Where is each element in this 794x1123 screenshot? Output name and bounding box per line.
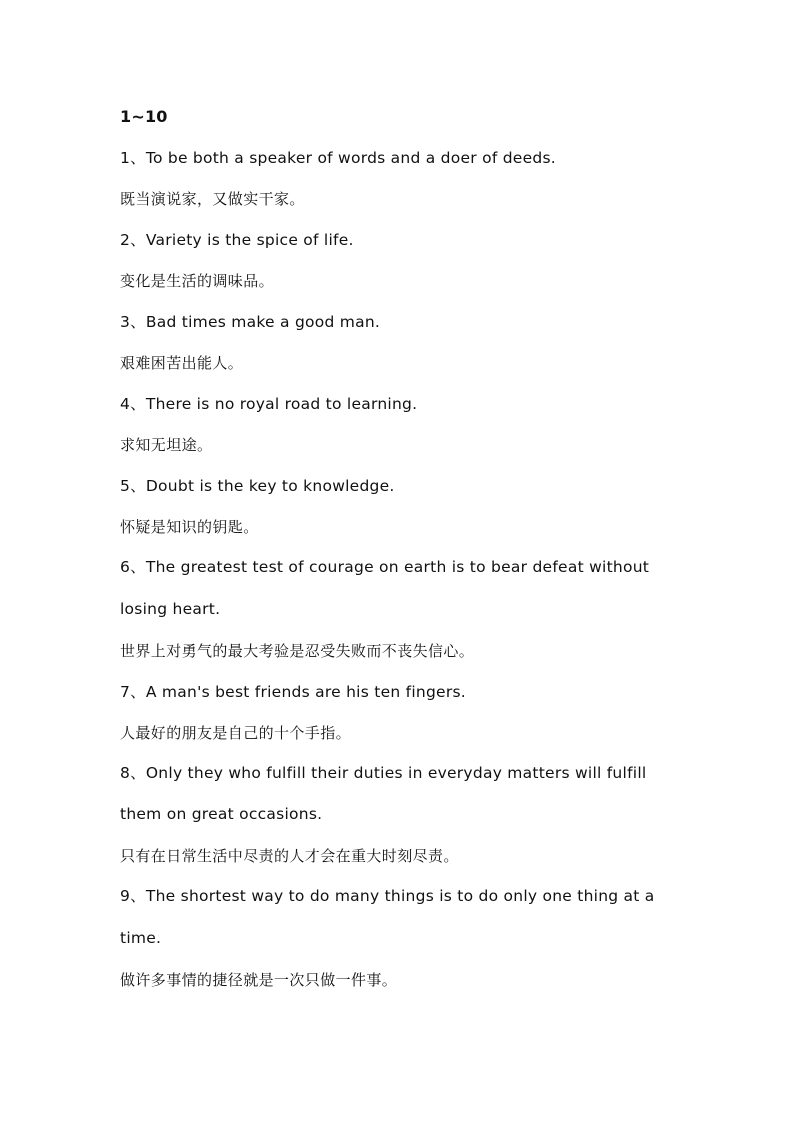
proverb-entry-5	[120, 473, 690, 540]
proverb-chinese: 只有在日常生活中尽责的人才会在重大时刻尽责。	[120, 847, 459, 865]
proverb-english: 6、The greatest test of courage on earth is to bear defeat without losing heart.	[120, 558, 650, 618]
proverb-chinese: 既当演说家，又做实干家。	[120, 190, 305, 208]
proverb-chinese: 怀疑是知识的钥匙。	[120, 518, 259, 536]
proverb-chinese: 人最好的朋友是自己的十个手指。	[120, 723, 352, 742]
document-content	[120, 104, 690, 1008]
proverb-entry-9	[120, 876, 690, 992]
proverb-chinese: 做许多事情的捷径就是一次只做一件事。	[120, 970, 398, 989]
proverb-entry-4	[120, 391, 690, 458]
proverb-english: 2、Variety is the spice of life.	[120, 231, 354, 249]
proverb-entry-8	[120, 753, 690, 869]
proverb-english: 1、To be both a speaker of words and a doer of deeds.	[120, 149, 556, 167]
proverb-english: 4、There is no royal road to learning.	[120, 395, 418, 413]
proverb-chinese: 变化是生活的调味品。	[120, 272, 275, 290]
proverb-english: 7、A man's best friends are his ten fingers.	[120, 682, 466, 701]
proverb-entry-7	[120, 679, 690, 746]
proverb-chinese: 艰难困苦出能人。	[120, 354, 244, 372]
proverb-english: 8、Only they who fulfill their duties in everyday matters will fulfill them on great occasions.	[120, 763, 647, 824]
section-heading: 1~10	[120, 107, 168, 126]
proverb-english: 5、Doubt is the key to knowledge.	[120, 477, 395, 495]
proverb-entry-2	[120, 227, 690, 294]
proverb-entry-6	[120, 547, 690, 663]
proverb-chinese: 求知无坦途。	[120, 436, 213, 454]
proverb-entry-3	[120, 309, 690, 376]
proverb-english: 9、The shortest way to do many things is to do only one thing at a time.	[120, 887, 655, 947]
proverb-chinese: 世界上对勇气的最大考验是忍受失败而不丧失信心。	[120, 641, 475, 660]
proverb-entry-1	[120, 145, 690, 212]
proverb-english: 3、Bad times make a good man.	[120, 313, 381, 331]
